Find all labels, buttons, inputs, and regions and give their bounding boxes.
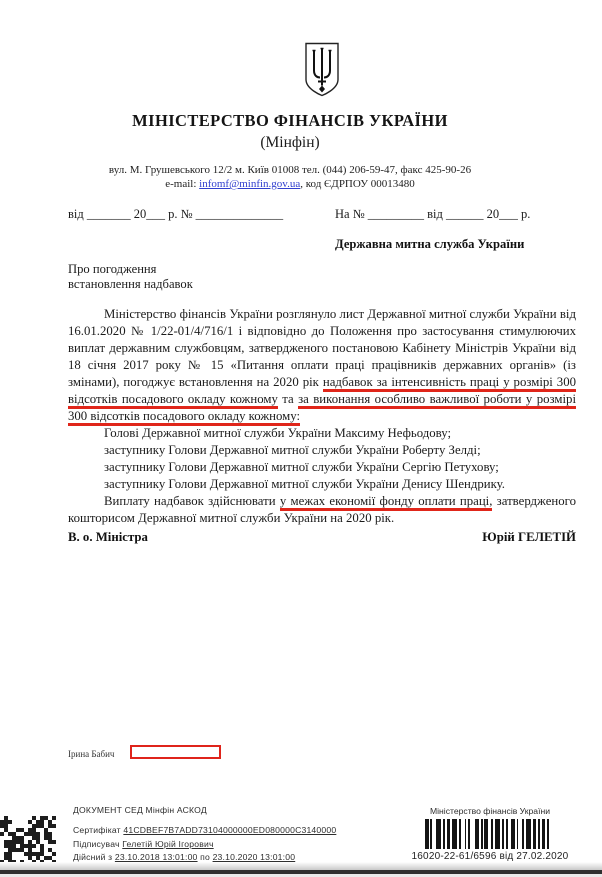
letterhead — [0, 111, 580, 190]
signature-certificate-block — [73, 805, 336, 862]
redacted-annotation-box — [130, 745, 221, 759]
signature-row — [68, 530, 576, 545]
body-text-segment: заступнику Голови Державної митної служби України Сергію Петухову; — [104, 460, 499, 474]
certificate-line — [73, 825, 336, 835]
barcode — [425, 819, 555, 849]
body-text-segment: Голові Державної митної служби України Максиму Нефьодову; — [104, 426, 452, 440]
signer-line — [73, 839, 336, 849]
subject-line-1: Про погодження — [68, 262, 157, 276]
outgoing-number-blank: від _______ 20___ р. № ______________ — [68, 207, 284, 221]
body-paragraph — [68, 425, 576, 442]
registration-stamp-block — [404, 806, 576, 862]
body-paragraph — [68, 459, 576, 476]
incoming-number-blank: На № _________ від ______ 20___ р. — [335, 207, 531, 221]
body-paragraph — [68, 493, 576, 527]
red-underlined-text: надбавок за інтенсивність праці у розмірі 300 відсотків посадового окладу кожному — [68, 375, 576, 409]
signer-label: Підписувач — [73, 838, 123, 849]
validity-from: 23.10.2018 13:01:00 — [114, 852, 198, 862]
registration-number: 16020-22-61/6596 від 27.02.2020 — [411, 851, 569, 862]
ministry-short-name: (Мінфін) — [260, 134, 320, 151]
body-text-segment: заступнику Голови Державної митної служби України Денису Шендрику. — [104, 477, 505, 491]
body-text-segment: затвердженого кошторисом Державної митної служби України на 2020 рік. — [68, 494, 576, 525]
ministry-title: МІНІСТЕРСТВО ФІНАНСІВ УКРАЇНИ — [132, 111, 448, 130]
recipient: Державна митна служба України — [335, 237, 525, 251]
page-bottom-shadow — [0, 862, 602, 870]
email-line — [0, 178, 580, 190]
sed-system-label: ДОКУМЕНТ СЕД Мінфін АСКОД — [73, 805, 207, 815]
validity-to: 23.10.2020 13:01:00 — [212, 852, 296, 862]
email-label: e-mail: — [165, 178, 200, 190]
validity-separator: по — [197, 852, 213, 862]
red-underlined-text: за виконання особливо важливої роботи у розмірі 300 відсотків посадового окладу кожному: — [68, 392, 576, 426]
body-paragraph — [68, 476, 576, 493]
body-paragraph — [68, 306, 576, 425]
body-text-segment: Міністерство фінансів України розглянуло лист Державної митної служби України від 16.01.2020 № 1/22-01/4/716/1 і відповідно до Положення про застосування стимулюючих виплат державним службовцям, затвердженого постановою Кабінету Міністрів України від 18 січня 2017 року № 15 «Питання оплати праці працівників державних органів» (із змінами), погоджує встановлення на 2020 рік — [68, 307, 576, 389]
ukraine-trident-shield-icon — [303, 41, 341, 98]
body-text-segment: Виплату надбавок здійснювати — [104, 494, 280, 508]
body-paragraph — [68, 442, 576, 459]
body-text-segment: заступнику Голови Державної митної служби України Роберту Зелді; — [104, 443, 481, 457]
signer-position: В. о. Міністра — [68, 530, 148, 544]
letter-body — [68, 306, 576, 527]
reference-line — [68, 207, 576, 223]
body-text-segment: та — [277, 392, 299, 406]
validity-line — [73, 852, 336, 862]
subject-line-2: встановлення надбавок — [68, 277, 193, 291]
signer-name: Юрій ГЕЛЕТІЙ — [482, 530, 576, 544]
signer-value: Гелетій Юрій Ігорович — [122, 838, 214, 849]
email-link[interactable]: infomf@minfin.gov.ua — [199, 178, 301, 190]
certificate-label: Сертифікат — [73, 825, 124, 835]
stamp-org-name: Міністерство фінансів України — [429, 806, 551, 816]
subject-block — [68, 262, 193, 292]
red-underlined-text: у межах економії фонду оплати праці, — [280, 494, 493, 511]
validity-label: Дійсний з — [73, 852, 115, 862]
certificate-value: 41CDBEF7B7ADD73104000000ED080000C3140000 — [123, 825, 337, 835]
executor-name: Ірина Бабич — [68, 749, 115, 759]
edrpou-code: , код ЄДРПОУ 00013480 — [300, 178, 415, 190]
address-line: вул. М. Грушевського 12/2 м. Київ 01008 тел. (044) 206-59-47, факс 425-90-26 — [108, 164, 472, 176]
